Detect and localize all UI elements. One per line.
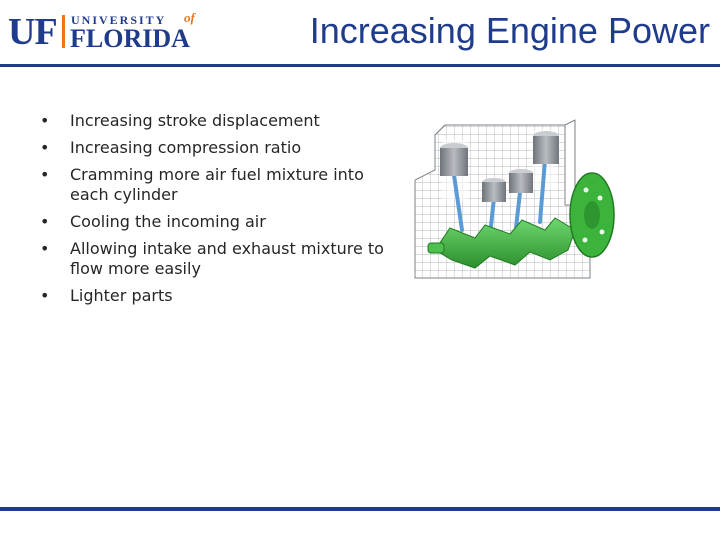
bullet-mark: • (40, 165, 50, 184)
bullet-text: Lighter parts (70, 286, 173, 305)
uf-logo (8, 10, 208, 53)
bullet-item (40, 138, 390, 158)
bullet-mark: • (40, 111, 50, 130)
bullet-text: Increasing compression ratio (70, 138, 302, 157)
logo-university-text: UNIVERSITY (71, 13, 167, 27)
bullet-list (40, 111, 390, 313)
bullet-item (40, 111, 390, 131)
bullet-item (40, 165, 390, 205)
bullet-item (40, 212, 390, 232)
logo-florida-text: FLORIDA (70, 24, 190, 53)
bullet-mark: • (40, 286, 50, 305)
logo-of-text: of (184, 10, 195, 25)
footer-rule (0, 507, 720, 511)
logo-uf-letters: UF (8, 11, 57, 53)
bullet-item (40, 239, 390, 279)
engine-cutaway-icon (390, 110, 630, 295)
bullet-text: Increasing stroke displacement (70, 111, 320, 130)
bullet-text: Cramming more air fuel mixture into each cylinder (70, 165, 364, 204)
bullet-mark: • (40, 212, 50, 231)
header-rule (0, 64, 720, 67)
slide-title: Increasing Engine Power (309, 10, 710, 51)
bullet-mark: • (40, 138, 50, 157)
bullet-mark: • (40, 239, 50, 258)
logo-divider (62, 15, 65, 48)
bullet-text: Allowing intake and exhaust mixture to flow more easily (70, 239, 384, 278)
bullet-item (40, 286, 390, 306)
bullet-text: Cooling the incoming air (70, 212, 266, 231)
